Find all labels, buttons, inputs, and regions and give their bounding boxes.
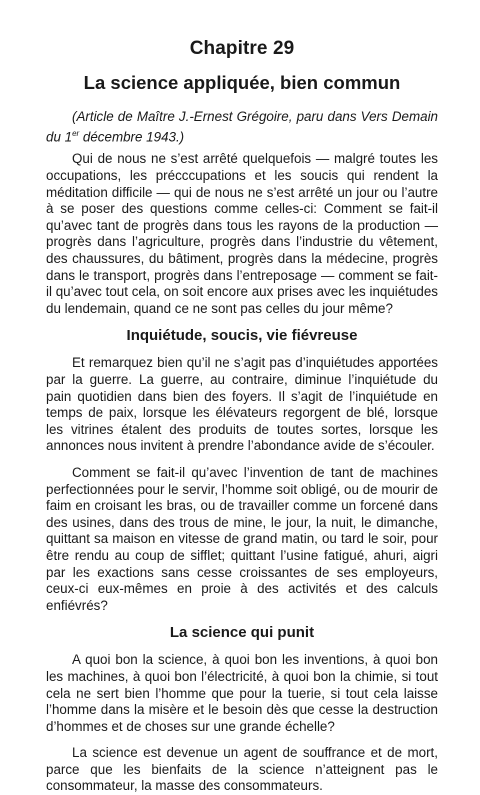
- chapter-title: La science appliquée, bien commun: [83, 72, 401, 93]
- chapter-number: Chapitre 29: [189, 38, 295, 59]
- section-heading-science-qui-punit: La science qui punit: [169, 624, 315, 642]
- section2-paragraph-1: A quoi bon la science, à quoi bon les inventions, à quoi bon les machines, à quoi bon l’électricité, à quoi bon la chimie, si tout cela ne sert bien l’homme que pour la tuerie, si tout cela laisse l’homme dans la misère et le besoin dès que cesse la destruction d’hommes et de choses sur une grande échelle?: [46, 652, 438, 734]
- section1-paragraph-2: Comment se fait-il qu’avec l’invention de tant de machines perfectionnées pour le servir, l’homme soit obligé, ou de mourir de faim en croisant les bras, ou de travailler comme un forcené dans des usines, dans des trous de mine, le jour, la nuit, le dimanche, quittant sa maison en vitesse de grand matin, ou tard le soir, pour être rendu au coup de sifflet; quittant l’usine fatigué, ahuri, aigri par les exactions sans cesse croissantes de ses employeurs, ceux-ci eux-mêmes en proie à des activités et des calculs enfiévrés?: [46, 464, 438, 613]
- section2-paragraph-2: La science est devenue un agent de souffrance et de mort, parce que les bienfaits de la science n’atteignent pas le consommateur, la masse des consommateurs.: [46, 745, 438, 794]
- source-ordinal-superscript: er: [72, 129, 80, 138]
- source-text-start: (Article de Maître J.-Ernest Grégoire, paru dans Vers Demain du 1: [46, 109, 438, 145]
- article-source-note: [46, 108, 438, 145]
- section1-paragraph-1: Et remarquez bien qu’il ne s’agit pas d’inquiétudes apportées par la guerre. La guerre, au contraire, diminue l’inquiétude du pain quotidien dans bien des foyers. Il s’agit de l’inquiétude en temps de paix, lorsque les élévateurs regorgent de blé, lorsque les vitrines étalent des produits de toutes sortes, lorsque les annonces nous invitent à prendre l’abondance avide de s’écouler.: [46, 355, 438, 454]
- section-heading-inquietude: Inquiétude, soucis, vie fiévreuse: [126, 327, 358, 345]
- intro-paragraph: Qui de nous ne s’est arrêté quelquefois — malgré toutes les occupations, les précccupations et les soucis qui rendent la méditation difficile — qui de nous ne s’est arrêté un jour ou l’autre à se poser des questions comme celles-ci: Comment se fait-il qu’avec tant de progrès dans tous les rayons de la production — progrès dans l’agriculture, progrès dans l’industrie du vêtement, des chaussures, du bâtiment, progrès dans la médecine, progrès dans le transport, progrès dans l’entreposage — comment se fait-il qu’avec tout cela, on soit encore aux prises avec les inquiétudes du lendemain, quand ce ne sont pas celles du jour même?: [46, 151, 438, 316]
- source-text-end: décembre 1943.): [79, 129, 185, 145]
